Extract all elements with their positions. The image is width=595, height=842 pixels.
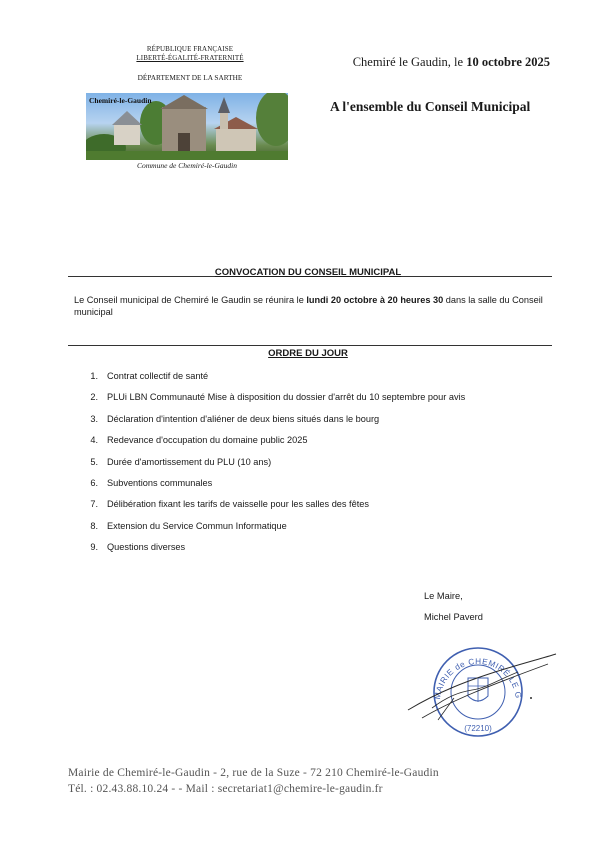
agenda-item	[84, 409, 554, 430]
devise-text: LIBERTÉ-ÉGALITÉ-FRATERNITÉ	[136, 54, 244, 62]
intro-meeting-time: lundi 20 octobre à 20 heures 30	[306, 295, 444, 305]
recipient: A l'ensemble du Conseil Municipal	[330, 99, 531, 114]
agenda-item-number: 4.	[90, 435, 98, 446]
stamp-code: (72210)	[464, 724, 492, 733]
agenda-item-text: Redevance d'occupation du domaine public 2025	[107, 435, 308, 446]
agenda-item-text: Extension du Service Commun Informatique	[107, 520, 287, 531]
date: 10 octobre 2025	[466, 55, 550, 69]
agenda-item	[84, 366, 554, 387]
ordre-du-jour-title: ORDRE DU JOUR	[268, 348, 348, 359]
photo-caption: Commune de Chemiré-le-Gaudin	[137, 161, 237, 170]
agenda-item-number: 5.	[90, 456, 98, 467]
signature-name: Michel Paverd	[424, 612, 483, 622]
convocation-intro	[74, 294, 550, 318]
agenda-item-text: PLUi LBN Communauté Mise à disposition du dossier d'arrêt du 10 septembre pour avis	[107, 392, 466, 403]
agenda-item-text: Durée d'amortissement du PLU (10 ans)	[107, 456, 272, 467]
republique-francaise: RÉPUBLIQUE FRANÇAISE	[146, 45, 234, 53]
agenda-item-text: Questions diverses	[107, 542, 186, 553]
stamp-text	[398, 640, 523, 700]
agenda-item-number: 9.	[90, 542, 98, 553]
intro-part1: Le Conseil municipal de Chemiré le Gaudin se réunira le	[74, 295, 307, 305]
agenda-item-number: 6.	[90, 477, 98, 488]
footer-contact: Tél. : 02.43.88.10.24 - - Mail : secretariat1@chemire-le-gaudin.fr	[68, 783, 383, 795]
photo-label: Chemiré-le-Gaudin	[89, 96, 152, 105]
agenda-item	[84, 452, 554, 473]
agenda-list	[84, 366, 554, 559]
agenda-item-number: 8.	[90, 520, 98, 531]
agenda-item-number: 7.	[90, 499, 98, 510]
devise	[110, 54, 270, 63]
agenda-item	[84, 387, 554, 408]
stamp-text-path: MAIRIE de CHEMIRÉ LE G	[432, 656, 523, 700]
agenda-item-number: 2.	[90, 392, 98, 403]
official-stamp	[398, 640, 560, 740]
agenda-item	[84, 494, 554, 515]
intro-part2: dans la salle du Conseil municipal	[74, 295, 543, 317]
agenda-item-number: 3.	[90, 413, 98, 424]
convocation-title: CONVOCATION DU CONSEIL MUNICIPAL	[214, 267, 402, 278]
stamp-drawing	[398, 640, 560, 740]
agenda-item	[84, 516, 554, 537]
signature-role: Le Maire,	[424, 591, 463, 601]
agenda-item	[84, 537, 554, 558]
divider-ordre	[68, 345, 552, 346]
place-prefix: Chemiré le Gaudin, le	[352, 55, 467, 69]
agenda-item-text: Contrat collectif de santé	[107, 371, 209, 381]
agenda-item	[84, 430, 554, 451]
departement: DÉPARTEMENT DE LA SARTHE	[137, 73, 243, 82]
agenda-item-number: 1.	[90, 371, 98, 381]
agenda-item-text: Délibération fixant les tarifs de vaisselle pour les salles des fêtes	[107, 499, 369, 510]
agenda-item	[84, 473, 554, 494]
place-date	[320, 55, 550, 70]
agenda-item-text: Déclaration d'intention d'aliéner de deux biens situés dans le bourg	[107, 413, 380, 424]
footer-address: Mairie de Chemiré-le-Gaudin - 2, rue de la Suze - 72 210 Chemiré-le-Gaudin	[68, 767, 439, 779]
agenda-item-text: Subventions communales	[107, 477, 213, 488]
